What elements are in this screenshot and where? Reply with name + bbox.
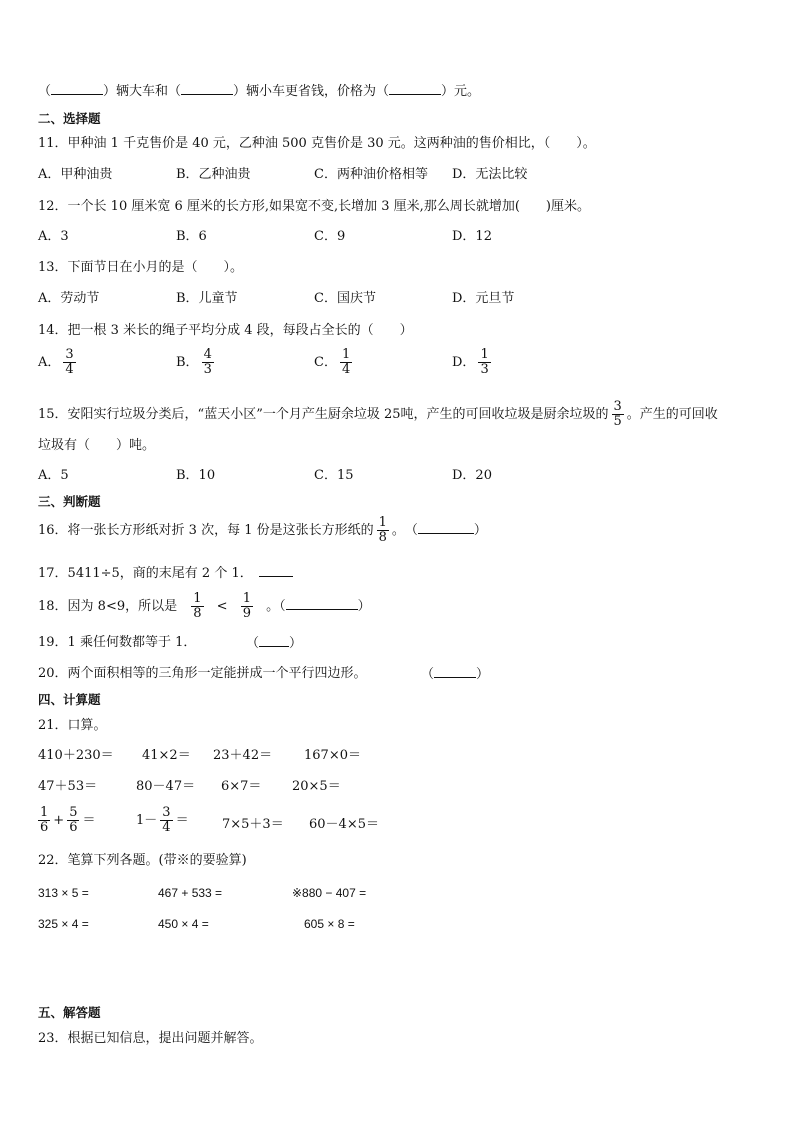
option-a[interactable]: A．甲种油贵 bbox=[38, 167, 113, 182]
calc-item: 313 × 5 = bbox=[38, 886, 89, 900]
calc-item: 450 × 4 = bbox=[158, 917, 209, 931]
question-17: 17．5411÷5，商的末尾有 2 个 1． bbox=[38, 564, 293, 583]
fraction: $\frac{3}{5}$ bbox=[613, 399, 622, 429]
option-c[interactable]: C．15 bbox=[314, 468, 354, 483]
question-22: 22．笔算下列各题。(带※的要验算) bbox=[38, 853, 247, 868]
fraction: $\frac{3}{4}$ bbox=[65, 347, 74, 377]
calc-item: 605 × 8 = bbox=[304, 917, 355, 931]
section-heading: 五、解答题 bbox=[38, 1005, 101, 1020]
section-heading: 二、选择题 bbox=[38, 111, 101, 126]
judge-blank-20: （ ） bbox=[421, 667, 490, 682]
calc-item: 20×5＝ bbox=[292, 779, 341, 794]
option-b[interactable]: B．儿童节 bbox=[176, 291, 238, 306]
option-b[interactable]: B．10 bbox=[176, 468, 216, 483]
question-21: 21．口算。 bbox=[38, 718, 107, 733]
calc-item: 41×2＝ bbox=[142, 748, 191, 763]
question-14: 14．把一根 3 米长的绳子平均分成 4 段，每段占全长的（ ） bbox=[38, 323, 413, 338]
fraction: $\frac{1}{3}$ bbox=[480, 347, 489, 377]
answer-blank[interactable] bbox=[259, 634, 289, 647]
answer-blank[interactable] bbox=[434, 665, 476, 678]
option-b[interactable]: B． $\frac{4}{3}$ bbox=[176, 347, 212, 377]
answer-blank[interactable] bbox=[51, 82, 103, 95]
option-c[interactable]: C．国庆节 bbox=[314, 291, 376, 306]
fraction: $\frac{3}{4}$ bbox=[162, 805, 171, 835]
calc-item: ※880 − 407 = bbox=[292, 886, 367, 900]
question-13: 13．下面节日在小月的是（ ）。 bbox=[38, 260, 244, 275]
calc-item: 325 × 4 = bbox=[38, 917, 89, 931]
question-20: 20．两个面积相等的三角形一定能拼成一个平行四边形。 bbox=[38, 666, 367, 681]
question-16: 16．将一张长方形纸对折 3 次，每 1 份是这张长方形纸的 $\frac{1}{8}$ 。 （ ） bbox=[38, 515, 487, 545]
option-c[interactable]: C．9 bbox=[314, 229, 346, 244]
fraction: $\frac{1}{4}$ bbox=[341, 347, 351, 377]
calc-item: 467 + 533 = bbox=[158, 886, 223, 900]
answer-blank[interactable] bbox=[259, 564, 293, 577]
fraction: $\frac{4}{3}$ bbox=[203, 347, 212, 377]
calc-item: 167×0＝ bbox=[304, 748, 361, 763]
answer-blank[interactable] bbox=[181, 82, 233, 95]
calc-item: 23＋42＝ bbox=[213, 748, 273, 763]
answer-blank[interactable] bbox=[389, 82, 441, 95]
option-a[interactable]: A．劳动节 bbox=[38, 291, 100, 306]
option-d[interactable]: D．无法比较 bbox=[452, 167, 528, 182]
fraction: $\frac{1}{9}$ bbox=[242, 591, 251, 621]
question-15: 15．安阳实行垃圾分类后，“蓝天小区”一个月产生厨余垃圾 25吨，产生的可回收垃圾是厨余垃圾的 $\frac{3}{5}$ 。产生的可回收 bbox=[38, 399, 718, 429]
calc-item: 410＋230＝ bbox=[38, 748, 114, 763]
answer-blank[interactable] bbox=[418, 521, 474, 534]
judge-blank-19: （ ） bbox=[246, 636, 303, 651]
option-a[interactable]: A．3 bbox=[38, 229, 69, 244]
calc-item: 80－47＝ bbox=[136, 779, 196, 794]
option-c[interactable]: C． $\frac{1}{4}$ bbox=[314, 347, 351, 377]
question-12: 12．一个长 10 厘米宽 6 厘米的长方形,如果宽不变,长增加 3 厘米,那么周长就增加( )厘米。 bbox=[38, 199, 590, 214]
question-19: 19．1 乘任何数都等于 1． bbox=[38, 635, 197, 650]
question-11: 11．甲种油 1 千克售价是 40 元，乙种油 500 克售价是 30 元。这两种油的售价相比，（ ）。 bbox=[38, 136, 596, 151]
question-15-cont: 垃圾有（ ）吨。 bbox=[38, 438, 156, 453]
fraction: $\frac{1}{8}$ bbox=[193, 591, 202, 621]
option-a[interactable]: A．5 bbox=[38, 468, 69, 483]
question-18: 18．因为 8<9，所以是 $\frac{1}{8}$ < $\frac{1}{9}$ 。（ ） bbox=[38, 591, 371, 621]
option-d[interactable]: D．元旦节 bbox=[452, 291, 515, 306]
fraction: $\frac{5}{6}$ bbox=[69, 805, 78, 835]
calc-item: 47＋53＝ bbox=[38, 779, 98, 794]
q10-continuation: （ ）辆大车和（ ）辆小车更省钱，价格为（ ）元。 bbox=[38, 84, 481, 99]
calc-item: $\frac{1}{6}$ + $\frac{5}{6}$ ＝ bbox=[40, 805, 96, 835]
calc-item: 6×7＝ bbox=[221, 779, 262, 794]
fraction: $\frac{1}{8}$ bbox=[378, 515, 387, 545]
option-d[interactable]: D． $\frac{1}{3}$ bbox=[452, 347, 489, 377]
option-a[interactable]: A． $\frac{3}{4}$ bbox=[38, 347, 74, 377]
question-23: 23．根据已知信息，提出问题并解答。 bbox=[38, 1031, 263, 1046]
option-b[interactable]: B．6 bbox=[176, 229, 207, 244]
calc-item: 7×5＋3＝ bbox=[222, 817, 284, 832]
calc-item: 60－4×5＝ bbox=[309, 817, 379, 832]
section-heading: 四、计算题 bbox=[38, 692, 101, 707]
option-b[interactable]: B．乙种油贵 bbox=[176, 167, 251, 182]
option-d[interactable]: D．20 bbox=[452, 468, 492, 483]
answer-blank[interactable] bbox=[286, 597, 358, 610]
option-d[interactable]: D．12 bbox=[452, 229, 492, 244]
option-c[interactable]: C．两种油价格相等 bbox=[314, 167, 428, 182]
section-heading: 三、判断题 bbox=[38, 494, 101, 509]
fraction: $\frac{1}{6}$ bbox=[40, 805, 49, 835]
calc-item: 1－ $\frac{3}{4}$ ＝ bbox=[136, 805, 189, 835]
